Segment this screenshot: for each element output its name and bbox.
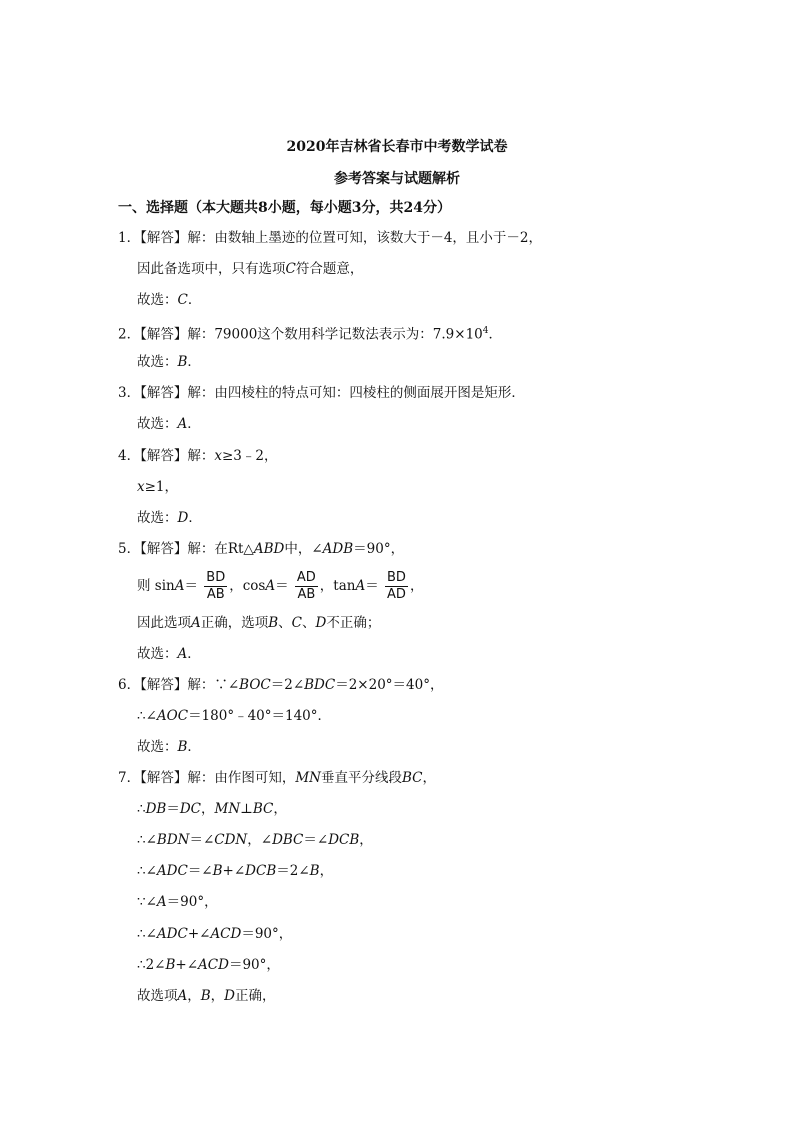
answer-4-choice: 故选：D． <box>137 510 202 526</box>
answer-3-choice: 故选：A． <box>137 416 201 432</box>
answer-7-line-7: ∴2∠B+∠ACD＝90°， <box>137 957 280 973</box>
answer-4-line-2: x≥1， <box>137 479 179 495</box>
question-number: 7． <box>118 770 141 786</box>
answer-tag: 【解答】 <box>140 385 188 401</box>
fraction-sin: $\frac{BD}{AB}$ <box>206 570 226 602</box>
answer-7-line-4: ∴∠ADC＝∠B+∠DCB＝2∠B， <box>137 863 334 879</box>
answer-7-line-2: ∴DB＝DC，MN⊥BC， <box>137 801 287 817</box>
question-number: 4． <box>118 448 141 464</box>
answer-5-line-3: 因此选项A正确，选项B、C、D不正确； <box>137 615 381 631</box>
answer-7-line-6: ∴∠ADC+∠ACD＝90°， <box>137 926 293 942</box>
question-number: 6． <box>118 677 141 693</box>
answer-2-choice: 故选：B． <box>137 354 201 370</box>
page-title: 2020年吉林省长春市中考数学试卷 <box>286 139 508 155</box>
answer-3-line-1: 3．【解答】解：由四棱柱的特点可知：四棱柱的侧面展开图是矩形． <box>118 385 525 401</box>
answer-6-line-1: 6．【解答】解：∵∠BOC＝2∠BDC＝2×20°＝40°， <box>118 677 444 693</box>
answer-1-line-2: 因此备选项中，只有选项C符合题意， <box>137 261 364 277</box>
question-number: 5． <box>118 541 141 557</box>
question-number: 3． <box>118 385 141 401</box>
answer-5-choice: 故选：A． <box>137 646 201 662</box>
answer-7-line-3: ∴∠BDN＝∠CDN，∠DBC＝∠DCB， <box>137 832 373 848</box>
answer-5-line-1: 5．【解答】解：在Rt△ABD中，∠ADB＝90°， <box>118 541 405 557</box>
answer-1-choice: 故选：C． <box>137 292 202 308</box>
answer-tag: 【解答】 <box>140 541 188 557</box>
section-heading: 一、选择题（本大题共8小题，每小题3分，共24分） <box>118 200 451 216</box>
answer-tag: 【解答】 <box>140 770 188 786</box>
answer-5-fractions: 则 sinA＝ $\frac{BD}{AB}$ ，cosA＝ $\frac{AD}{AB}$ ，tanA＝ $\frac{BD}{AD}$ ， <box>137 570 424 602</box>
answer-6-choice: 故选：B． <box>137 739 201 755</box>
answer-7-line-1: 7．【解答】解：由作图可知，MN垂直平分线段BC， <box>118 770 436 786</box>
answer-7-line-8: 故选项A，B，D正确， <box>137 988 276 1004</box>
fraction-tan: $\frac{BD}{AD}$ <box>387 570 406 602</box>
fraction-cos: $\frac{AD}{AB}$ <box>296 570 316 602</box>
answer-6-line-2: ∴∠AOC＝180°﹣40°＝140°． <box>137 708 332 724</box>
question-number: 2． <box>118 326 141 343</box>
question-number: 1． <box>118 230 141 246</box>
answer-2-line-1: 2．【解答】解：79000这个数用科学记数法表示为：$7.9\times 10^4$． <box>118 326 502 343</box>
answer-7-line-5: ∵∠A＝90°， <box>137 894 218 910</box>
answer-tag: 【解答】 <box>140 448 188 464</box>
answer-1-line-1: 1．【解答】解：由数轴上墨迹的位置可知，该数大于－4，且小于－2， <box>118 230 543 246</box>
answer-tag: 【解答】 <box>140 326 188 343</box>
answer-tag: 【解答】 <box>140 677 188 693</box>
answer-tag: 【解答】 <box>140 230 188 246</box>
answer-4-line-1: 4．【解答】解：x≥3﹣2， <box>118 448 278 464</box>
page-subtitle: 参考答案与试题解析 <box>334 171 460 187</box>
